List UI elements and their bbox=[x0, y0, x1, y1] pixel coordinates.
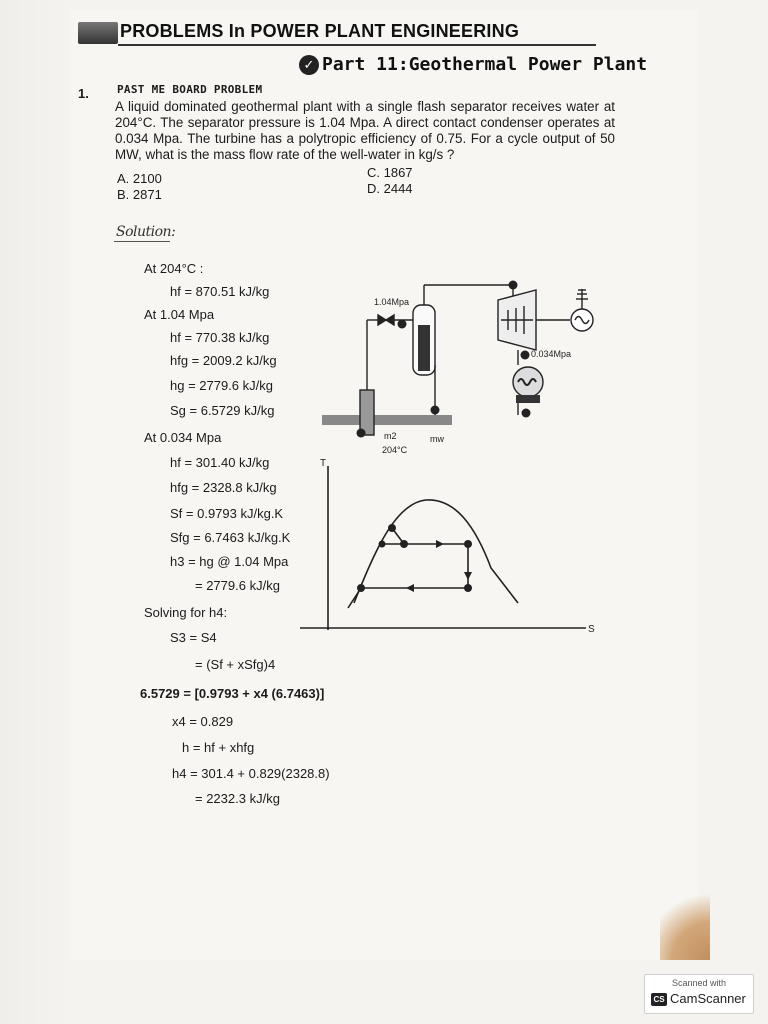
h4-value: = 2232.3 kJ/kg bbox=[195, 791, 280, 806]
brine-point bbox=[431, 406, 440, 415]
condenser bbox=[513, 367, 543, 397]
state-point-3 bbox=[509, 281, 518, 290]
separator-pressure-label: 1.04Mpa bbox=[374, 297, 410, 307]
well-casing bbox=[360, 390, 374, 435]
ts-point-6 bbox=[379, 541, 386, 548]
choice-d: D. 2444 bbox=[367, 181, 413, 196]
hf-104: hf = 770.38 kJ/kg bbox=[170, 330, 270, 345]
choice-b: B. 2871 bbox=[117, 187, 162, 202]
h4-calculation: h4 = 301.4 + 0.829(2328.8) bbox=[172, 766, 330, 781]
problem-number: 1. bbox=[78, 86, 89, 101]
choice-a: A. 2100 bbox=[117, 171, 162, 186]
book-title: PROBLEMS In POWER PLANT ENGINEERING bbox=[120, 21, 520, 41]
problem-statement: A liquid dominated geothermal plant with a single flash separator receives water at 204°C. The separator pressure is 1.04 Mpa. A direct contact condenser operates at 0.034 Mpa. The turbine has a polytropic efficiency of 0.75. For a cycle output of 50 MW, what is the mass flow rate of the well-water in kg/s ? bbox=[115, 99, 615, 162]
ground-hatch bbox=[322, 415, 452, 425]
heading-204c: At 204°C : bbox=[144, 261, 204, 276]
entropy-expression: = (Sf + xSfg)4 bbox=[195, 657, 276, 672]
flow-arrow bbox=[406, 584, 414, 592]
ts-point-2 bbox=[400, 540, 408, 548]
checkmark-icon: ✓ bbox=[299, 55, 319, 75]
sf-0034: Sf = 0.9793 kJ/kg.K bbox=[170, 506, 284, 521]
sfg-0034: Sfg = 6.7463 kJ/kg.K bbox=[170, 530, 291, 545]
well-temp-label: 204°C bbox=[382, 445, 408, 455]
m2-label: m2 bbox=[384, 431, 397, 441]
t-axis-label: T bbox=[320, 458, 327, 469]
mw-label: mw bbox=[430, 434, 444, 444]
camscanner-watermark bbox=[644, 974, 754, 1014]
state-point-4 bbox=[521, 351, 530, 360]
ts-point-1 bbox=[388, 524, 396, 532]
sg-104: Sg = 6.5729 kJ/kg bbox=[170, 403, 275, 418]
problem-label: PAST ME BOARD PROBLEM bbox=[117, 83, 263, 96]
hfg-104: hfg = 2009.2 kJ/kg bbox=[170, 353, 277, 368]
watermark-name: CamScanner bbox=[670, 991, 746, 1006]
solution-label: Solution: bbox=[116, 224, 176, 240]
watermark-caption: Scanned with bbox=[671, 978, 727, 988]
h3-value: = 2779.6 kJ/kg bbox=[195, 578, 280, 593]
page-margin bbox=[0, 0, 70, 1024]
entropy-equation: 6.5729 = [0.9793 + x4 (6.7463)] bbox=[140, 686, 325, 701]
hf-0034: hf = 301.40 kJ/kg bbox=[170, 455, 270, 470]
ts-point-5 bbox=[357, 584, 365, 592]
hg-104: hg = 2779.6 kJ/kg bbox=[170, 378, 273, 393]
enthalpy-formula: h = hf + xhfg bbox=[182, 740, 255, 755]
hf-204: hf = 870.51 kJ/kg bbox=[170, 284, 270, 299]
h3-equation: h3 = hg @ 1.04 Mpa bbox=[170, 554, 289, 569]
heading-104mpa: At 1.04 Mpa bbox=[144, 307, 215, 322]
flow-arrow bbox=[436, 540, 444, 548]
header-tab-mark bbox=[78, 22, 118, 44]
state-point-2 bbox=[398, 320, 407, 329]
ts-diagram bbox=[296, 458, 606, 638]
ts-point-3 bbox=[464, 540, 472, 548]
x4-value: x4 = 0.829 bbox=[172, 714, 234, 729]
flow-arrow bbox=[464, 572, 472, 580]
s3-equals-s4: S3 = S4 bbox=[170, 630, 217, 645]
condenser-pressure-label: 0.034Mpa bbox=[531, 349, 572, 359]
heading-0034mpa: At 0.034 Mpa bbox=[144, 430, 222, 445]
header-rule bbox=[118, 44, 596, 46]
choice-c: C. 1867 bbox=[367, 165, 413, 180]
page-shadow bbox=[660, 880, 710, 960]
camscanner-logo-icon: CS bbox=[651, 993, 667, 1006]
state-point-5 bbox=[522, 409, 531, 418]
ts-point-4 bbox=[464, 584, 472, 592]
plant-schematic bbox=[318, 275, 608, 455]
state-point-1 bbox=[357, 429, 366, 438]
hfg-0034: hfg = 2328.8 kJ/kg bbox=[170, 480, 277, 495]
s-axis-label: S bbox=[588, 624, 595, 635]
solution-underline bbox=[114, 241, 170, 242]
part-title: Part 11:Geothermal Power Plant bbox=[322, 54, 648, 75]
solving-for-h4: Solving for h4: bbox=[144, 605, 228, 620]
